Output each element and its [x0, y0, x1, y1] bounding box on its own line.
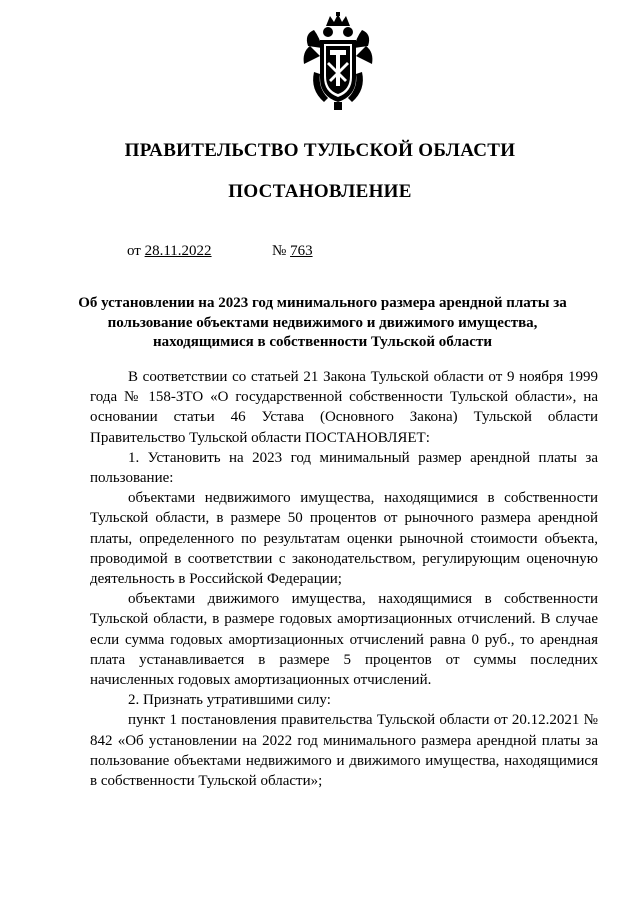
- date-value: 28.11.2022: [144, 243, 212, 259]
- number-prefix: №: [272, 243, 287, 259]
- number-value: 763: [290, 243, 313, 259]
- paragraph-preamble: В соответствии со статьей 21 Закона Тульской области от 9 ноября 1999 года № 158-ЗТО «О государственной собственности Тульской области», на основании статьи 46 Устава (Основного Закона) Тульской области Правительство Тульской области ПОСТАНОВЛЯЕТ:: [90, 369, 598, 446]
- coat-of-arms-icon: [300, 12, 376, 112]
- document-body: [90, 367, 598, 791]
- document-type: ПОСТАНОВЛЕНИЕ: [228, 181, 412, 202]
- document-heading: Об установлении на 2023 год минимального размера арендной платы за пользование объектами недвижимого и движимого имущества, находящимися в собственности Тульской области: [78, 295, 567, 350]
- government-title: ПРАВИТЕЛЬСТВО ТУЛЬСКОЙ ОБЛАСТИ: [124, 140, 516, 161]
- paragraph-item-1: 1. Установить на 2023 год минимальный размер арендной платы за пользование:: [90, 449, 598, 487]
- date-prefix: от: [127, 243, 141, 259]
- paragraph-movable-property: объектами движимого имущества, находящимися в собственности Тульской области, в размере годовых амортизационных отчислений. В случае если сумма годовых амортизационных отчислений равна 0 руб., то арендная плата устанавливается в размере 5 процентов от суммы последних начисленных годовых амортизационных отчислений.: [90, 591, 598, 689]
- paragraph-real-estate: объектами недвижимого имущества, находящимися в собственности Тульской области, в размере 50 процентов от рыночного размера арендной платы, определенного по результатам оценки рыночной стоимости объекта, проводимой в соответствии с законодательством, регулирующим оценочную деятельность в Российской Федерации;: [90, 490, 598, 588]
- document-date: [127, 243, 212, 260]
- paragraph-repealed-clause: пункт 1 постановления правительства Тульской области от 20.12.2021 № 842 «Об установлении на 2022 год минимального размера арендной платы за пользование объектами недвижимого и движимого имущества, находящимися в собственности Тульской области»;: [90, 712, 598, 790]
- document-number: [272, 243, 313, 260]
- paragraph-item-2: 2. Признать утратившими силу:: [128, 692, 331, 709]
